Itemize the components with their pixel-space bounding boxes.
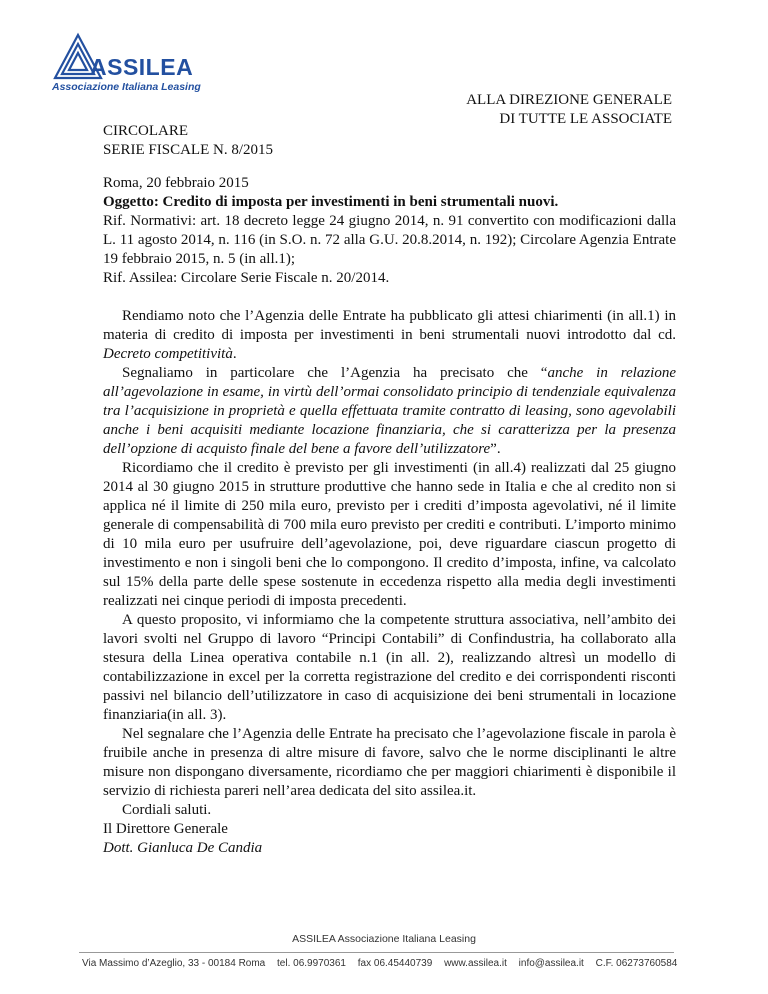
footer-divider: [79, 952, 674, 953]
signature-name: Dott. Gianluca De Candia: [103, 840, 263, 856]
paragraph-1-end: .: [232, 346, 237, 362]
paragraph-2-quote: anche in relazione all’agevolazione in esame, in virtù dell’ormai consolidato principio di tendenziale equivalenza tra l’acquisizione in proprietà e quella effettuata tramite contratto di leasing, sono agevolabili anche i beni acquisiti mediante locazione finanziaria, che si caratterizza per la presenza dell’opzione di acquisto finale del bene a favore dell’utilizzatore: [103, 365, 676, 457]
assilea-logo: [52, 32, 252, 96]
circular-type: CIRCOLARE: [103, 123, 189, 139]
paragraph-3: Ricordiamo che il credito è previsto per gli investimenti (in all.4) realizzati dal 25 giugno 2014 al 30 giugno 2015 in strutture produttive che hanno sede in Italia e che al credito non si applica né il limite di 250 mila euro, previsto per i crediti d’imposta agevolativi, né il limite generale di compensabilità di 700 mila euro previsto per crediti e contributi. L’importo minimo di 10 mila euro per usufruire dell’agevolazione, poi, deve riguardare ciascun progetto di investimento e non i singoli beni che lo compongono. Il credito d’imposta, infine, va calcolato sul 15% della parte delle spese sostenute in eccedenza rispetto alla media degli investimenti realizzati nei cinque periodi di imposta precedenti.: [103, 460, 676, 609]
logo-subtitle: Associazione Italiana Leasing: [52, 81, 201, 93]
normative-references: Rif. Normativi: art. 18 decreto legge 24 giugno 2014, n. 91 convertito con modificazioni dalla L. 11 agosto 2014, n. 116 (in S.O. n. 72 alla G.U. 20.8.2014, n. 192); Circolare Agenzia Entrate 19 febbraio 2015, n. 5 (in all.1);: [103, 213, 676, 267]
footer-tel: tel. 06.9970361: [277, 958, 346, 969]
assilea-references: Rif. Assilea: Circolare Serie Fiscale n. 20/2014.: [103, 270, 390, 286]
footer-address: Via Massimo d’Azeglio, 33 - 00184 Roma: [82, 958, 266, 969]
paragraph-2-text: Segnaliamo in particolare che l’Agenzia ha precisato che “: [122, 365, 548, 381]
addressee-block: [466, 91, 672, 129]
letter-subject: Oggetto: Credito di imposta per investimenti in beni strumentali nuovi.: [103, 194, 559, 210]
addressee-line-1: ALLA DIREZIONE GENERALE: [466, 92, 672, 108]
paragraph-5: Nel segnalare che l’Agenzia delle Entrate ha precisato che l’agevolazione fiscale in parola è fruibile anche in presenza di altre misure di favore, salvo che le norme disciplinanti le altre misure non dispongano diversamente, ricordiamo che per maggiori chiarimenti è disponibile il servizio di richiesta pareri nell’area dedicata del sito assilea.it.: [103, 726, 676, 799]
footer-tax-code: C.F. 06273760584: [595, 958, 678, 969]
signature-title: Il Direttore Generale: [103, 821, 228, 837]
circular-series: SERIE FISCALE N. 8/2015: [103, 142, 274, 158]
addressee-line-2: DI TUTTE LE ASSOCIATE: [499, 111, 672, 127]
paragraph-4: A questo proposito, vi informiamo che la competente struttura associativa, nell’ambito dei lavori svolti nel Gruppo di lavoro “Principi Contabili” di Confindustria, ha collaborato alla stesura della Linea operativa contabile n.1 (in all. 2), realizzando altresì un modello di contabilizzazione in excel per la corretta registrazione del credito e dei corrispondenti risconti passivi nel bilancio dell’utilizzatore in caso di acquisizione dei beni strumentali in locazione finanziaria(in all. 3).: [103, 612, 676, 723]
paragraph-1-text: Rendiamo noto che l’Agenzia delle Entrate ha pubblicato gli attesi chiarimenti (in all.1) in materia di credito di imposta per investimenti in beni strumentali nuovi introdotto dal cd.: [103, 308, 676, 343]
spacer: [103, 288, 676, 307]
footer-email: info@assilea.it: [518, 958, 584, 969]
circular-identifier: [103, 122, 273, 160]
letter-date: Roma, 20 febbraio 2015: [103, 175, 249, 191]
footer-fax: fax 06.45440739: [357, 958, 433, 969]
paragraph-2: [103, 364, 676, 459]
closing-salutation: Cordiali saluti.: [122, 802, 212, 818]
paragraph-1-italic: Decreto competitività: [103, 346, 233, 362]
footer-contacts: [82, 958, 677, 969]
paragraph-1: [103, 307, 676, 364]
footer-organization: ASSILEA Associazione Italiana Leasing: [292, 933, 476, 945]
letter-content: [103, 174, 676, 858]
paragraph-2-end: ”.: [490, 441, 501, 457]
logo-wordmark: ASSILEA: [90, 54, 194, 80]
footer-web: www.assilea.it: [444, 958, 507, 969]
